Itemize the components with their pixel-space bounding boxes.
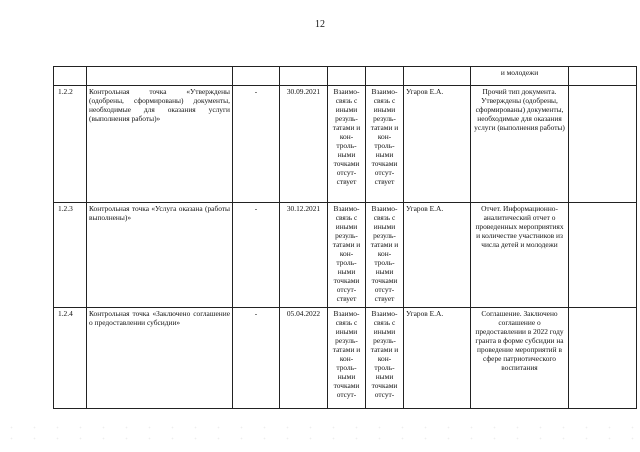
cell-empty xyxy=(569,86,637,203)
table-row xyxy=(54,86,637,203)
cell-relationship: Взаимо- связь с иными резуль- татами и кон- троль- ными точками отсут- ствует xyxy=(328,203,366,308)
cell-document-type: Соглашение. Заключено соглашение о предоставлении в 2022 году гранта в форме субсидии на проведение мероприятий в сфере патриотического воспитания xyxy=(471,308,569,409)
cell-relationship: Взаимо- связь с иными резуль- татами и кон- троль- ными точками отсут- xyxy=(328,308,366,409)
cell-responsible-person: Угаров Е.А. xyxy=(404,86,471,203)
cell-document-continuation: и молодежи xyxy=(471,67,569,86)
cell-empty xyxy=(280,67,328,86)
cell-empty xyxy=(233,67,280,86)
cell-date: 30.09.2021 xyxy=(280,86,328,203)
cell-responsible-person: Угаров Е.А. xyxy=(404,203,471,308)
cell-empty xyxy=(569,308,637,409)
cell-empty xyxy=(54,67,87,86)
cell-date: 30.12.2021 xyxy=(280,203,328,308)
cell-dash: - xyxy=(233,86,280,203)
cell-empty xyxy=(87,67,233,86)
cell-relationship: Взаимо- связь с иными резуль- татами и кон- троль- ными точками отсут- ствует xyxy=(328,86,366,203)
table-row xyxy=(54,203,637,308)
scan-noise xyxy=(0,422,640,448)
cell-responsible-person: Угаров Е.А. xyxy=(404,308,471,409)
cell-empty xyxy=(569,67,637,86)
cell-empty xyxy=(366,67,404,86)
cell-control-point-name: Контрольная точка «Услуга оказана (работы выполнены)» xyxy=(87,203,233,308)
cell-dash: - xyxy=(233,203,280,308)
cell-number: 1.2.4 xyxy=(54,308,87,409)
control-points-table xyxy=(53,66,637,409)
cell-dash: - xyxy=(233,308,280,409)
cell-empty xyxy=(404,67,471,86)
cell-number: 1.2.2 xyxy=(54,86,87,203)
cell-number: 1.2.3 xyxy=(54,203,87,308)
cell-document-type: Отчет. Информационно-аналитический отчет о проведенных мероприятиях и количестве участников из числа детей и молодежи xyxy=(471,203,569,308)
cell-control-point-name: Контрольная точка «Заключено соглашение о предоставлении субсидии» xyxy=(87,308,233,409)
cell-empty xyxy=(569,203,637,308)
cell-relationship: Взаимо- связь с иными резуль- татами и кон- троль- ными точками отсут- ствует xyxy=(366,203,404,308)
cell-relationship: Взаимо- связь с иными резуль- татами и кон- троль- ными точками отсут- ствует xyxy=(366,86,404,203)
cell-empty xyxy=(328,67,366,86)
cell-document-type: Прочий тип документа. Утверждены (одобрены, сформированы) документы, необходимые для оказания услуги (выполнения работы) xyxy=(471,86,569,203)
page-number: 12 xyxy=(315,19,325,30)
table-row-continuation xyxy=(54,67,637,86)
table-row xyxy=(54,308,637,409)
cell-relationship: Взаимо- связь с иными резуль- татами и кон- троль- ными точками отсут- xyxy=(366,308,404,409)
cell-date: 05.04.2022 xyxy=(280,308,328,409)
cell-control-point-name: Контрольная точка «Утверждены (одобрены, сформированы) документы, необходимые для оказания услуги (выполнения работы)» xyxy=(87,86,233,203)
